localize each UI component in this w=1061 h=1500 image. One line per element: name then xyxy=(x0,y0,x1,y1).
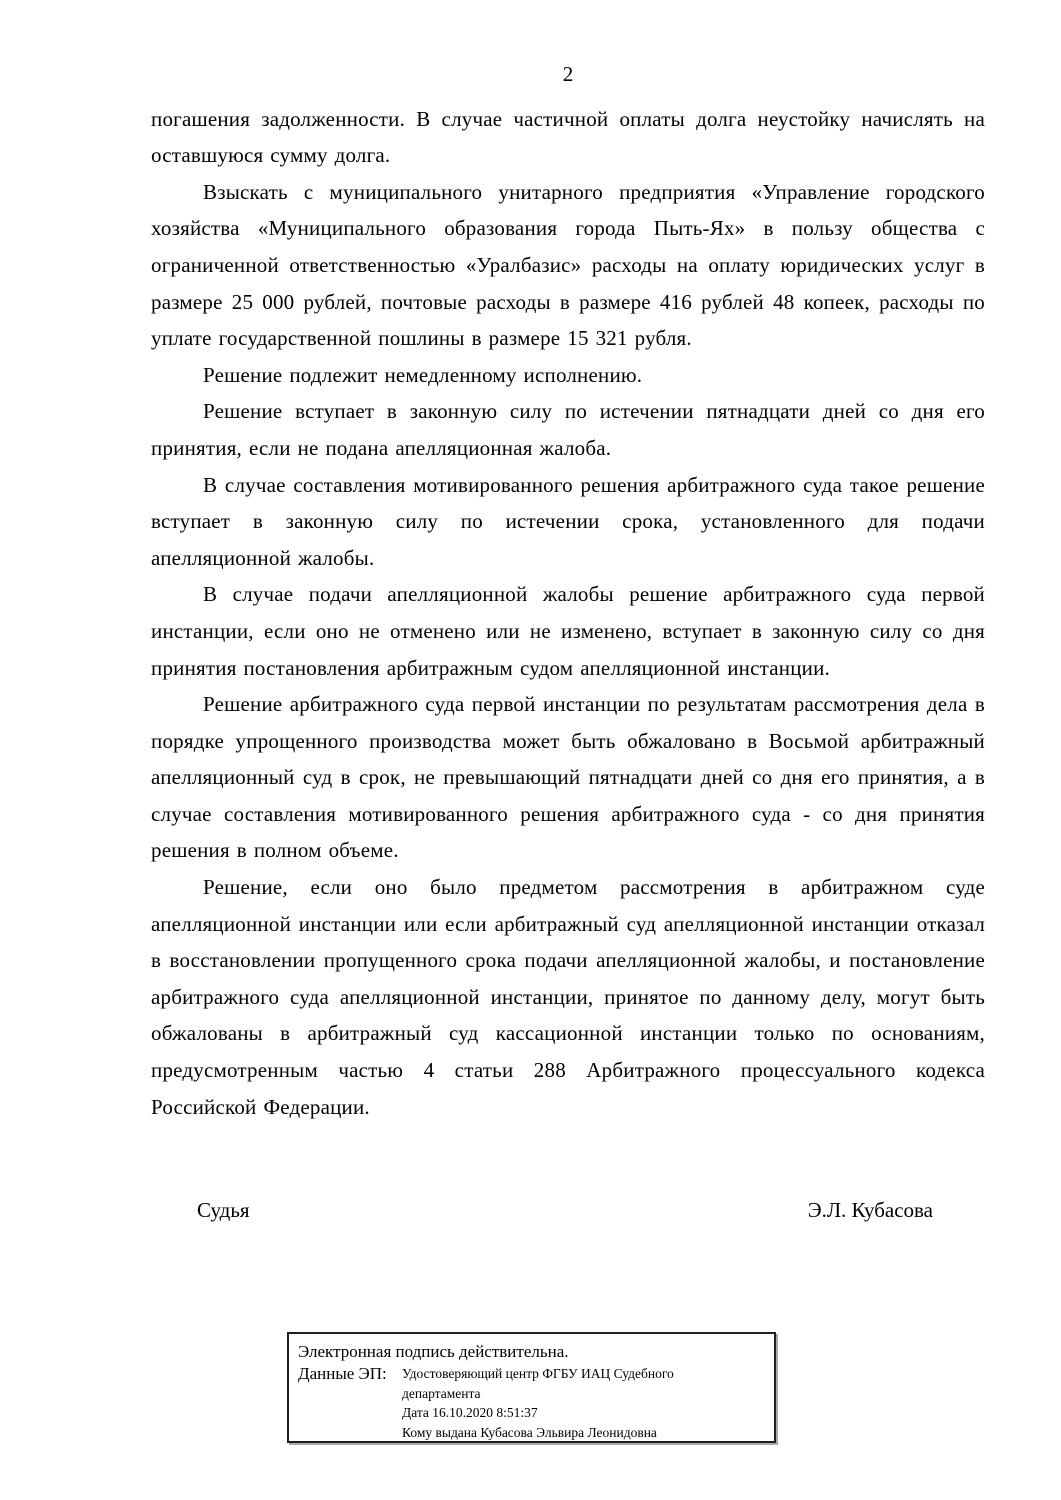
esignature-data-row xyxy=(298,1364,764,1442)
paragraph: В случае подачи апелляционной жалобы решение арбитражного суда первой инстанции, если оно не отменено или не изменено, вступает в законную силу со дня принятия постановления арбитражным судом апелляционной инстанции. xyxy=(151,582,985,680)
judge-name: Э.Л. Кубасова xyxy=(807,1198,933,1222)
esignature-detail-line: Кому выдана Кубасова Эльвира Леонидовна xyxy=(402,1424,657,1440)
page-number: 2 xyxy=(562,62,574,86)
page-content xyxy=(151,56,985,1125)
judge-role-label: Судья xyxy=(197,1198,250,1222)
esignature-stamp xyxy=(287,1332,776,1443)
esignature-detail-line: Удостоверяющий центр ФГБУ ИАЦ Судебного xyxy=(402,1366,674,1381)
paragraph: Решение арбитражного суда первой инстанции по результатам рассмотрения дела в порядке упрощенного производства может быть обжаловано в Восьмой арбитражный апелляционный суд в срок, не превышающий пятнадцати дней со дня его принятия, а в случае составления мотивированного решения арбитражного суда - со дня принятия решения в полном объеме. xyxy=(151,692,985,863)
esignature-valid-text: Электронная подпись действительна. xyxy=(298,1342,569,1361)
esignature-details xyxy=(402,1364,674,1442)
paragraph: Решение подлежит немедленному исполнению. xyxy=(203,362,643,387)
paragraph: Решение вступает в законную силу по истечении пятнадцати дней со дня его принятия, если не подана апелляционная жалоба. xyxy=(151,399,985,460)
paragraph: Взыскать с муниципального унитарного предприятия «Управление городского хозяйства «Муниципального образования города Пыть-Ях» в пользу общества с ограниченной ответственностью «Уралбазис» расходы на оплату юридических услуг в размере 25 000 рублей, почтовые расходы в размере 416 рублей 48 копеек, расходы по уплате государственной пошлины в размере 15 321 рубля. xyxy=(151,179,985,351)
esignature-data-label: Данные ЭП: xyxy=(298,1364,387,1383)
paragraph: Решение, если оно было предметом рассмотрения в арбитражном суде апелляционной инстанции или если арбитражный суд апелляционной инстанции отказал в восстановлении пропущенного срока подачи апелляционной жалобы, и постановление арбитражного суда апелляционной инстанции, принятое по данному делу, могут быть обжалованы в арбитражный суд кассационной инстанции только по основаниям, предусмотренным частью 4 статьи 288 Арбитражного процессуального кодекса Российской Федерации. xyxy=(151,875,985,1119)
esignature-detail-line: департамента xyxy=(402,1385,481,1401)
document-body xyxy=(151,101,985,1126)
signature-row xyxy=(151,1192,985,1229)
paragraph: погашения задолженности. В случае частичной оплаты долга неустойку начислять на оставшуюся сумму долга. xyxy=(151,106,985,168)
paragraph: В случае составления мотивированного решения арбитражного суда такое решение вступает в законную силу по истечении срока, установленного для подачи апелляционной жалобы. xyxy=(151,472,985,570)
esignature-detail-line: Дата 16.10.2020 8:51:37 xyxy=(402,1405,538,1420)
